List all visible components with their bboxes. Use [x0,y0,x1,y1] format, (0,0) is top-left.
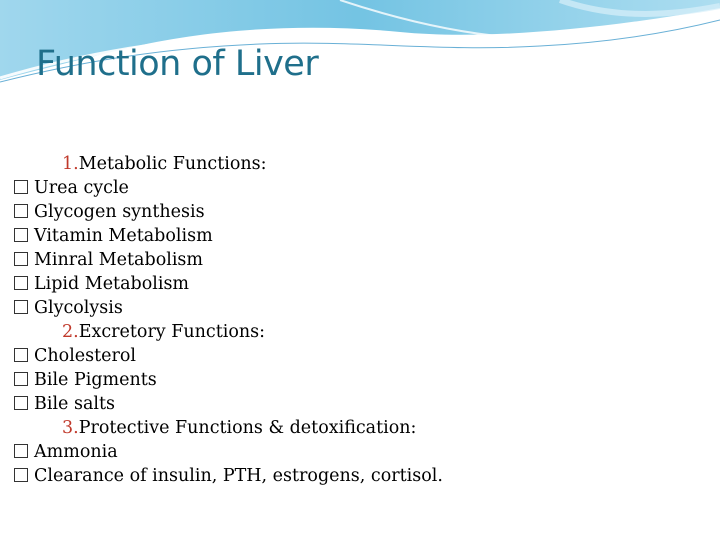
section-heading [14,320,704,344]
empty-square-icon [14,468,28,482]
list-item [14,368,704,392]
list-item [14,200,704,224]
section-heading-text: Metabolic Functions: [78,154,267,174]
empty-square-icon [14,348,28,362]
list-item-text: Bile salts [34,394,115,414]
list-item [14,440,704,464]
slide-title: Function of Liver [36,44,319,84]
section-heading-text: Protective Functions & detoxification: [78,418,417,438]
list-item-text: Clearance of insulin, PTH, estrogens, cortisol. [34,466,443,486]
section-number: 3. [62,418,79,438]
slide-content [14,152,704,488]
empty-square-icon [14,228,28,242]
list-item-text: Urea cycle [34,178,129,198]
list-item-text: Minral Metabolism [34,250,203,270]
section-heading-text: Excretory Functions: [78,322,266,342]
list-item-text: Bile Pigments [34,370,157,390]
empty-square-icon [14,276,28,290]
section-number: 2. [62,322,79,342]
list-item [14,344,704,368]
section-number: 1. [62,154,79,174]
empty-square-icon [14,300,28,314]
list-item [14,224,704,248]
list-item-text: Cholesterol [34,346,137,366]
empty-square-icon [14,180,28,194]
list-item-text: Vitamin Metabolism [34,226,213,246]
list-item-text: Glycolysis [34,298,123,318]
empty-square-icon [14,372,28,386]
list-item-text: Glycogen synthesis [34,202,205,222]
list-item [14,272,704,296]
empty-square-icon [14,252,28,266]
list-item-text: Lipid Metabolism [34,274,190,294]
section-heading [14,416,704,440]
list-item [14,248,704,272]
list-item [14,176,704,200]
empty-square-icon [14,444,28,458]
list-item-text: Ammonia [34,442,118,462]
list-item [14,392,704,416]
section-heading [14,152,704,176]
list-item [14,296,704,320]
list-item [14,464,704,488]
empty-square-icon [14,396,28,410]
empty-square-icon [14,204,28,218]
